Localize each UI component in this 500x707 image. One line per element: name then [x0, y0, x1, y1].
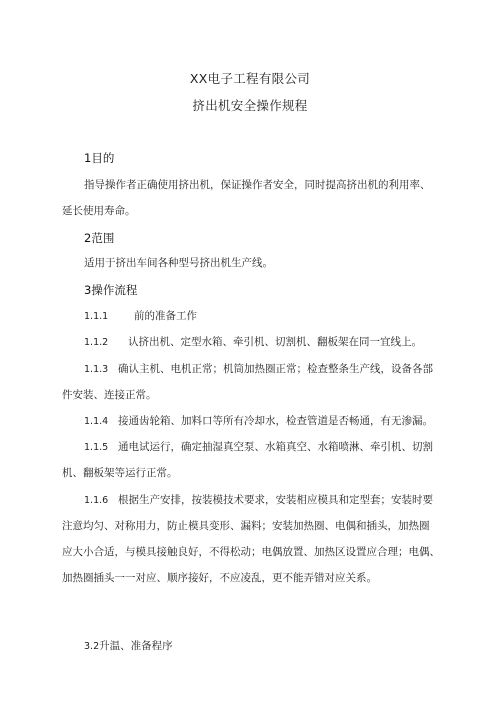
- item-number: 1.1.6: [84, 495, 109, 506]
- item-number: 1.1.4: [84, 416, 109, 427]
- process-item: [84, 487, 433, 514]
- section-heading-scope: 2范围: [84, 231, 115, 245]
- process-item: [84, 303, 197, 330]
- item-text: 认挤出机、定型水箱、牵引机、切割机、翻板架在同一宜线上。: [128, 336, 422, 348]
- document-title: 挤出机安全操作规程: [192, 98, 308, 113]
- section-heading-purpose: 1目的: [84, 151, 115, 165]
- item-text: 确认主机、电机正常；机筒加热圈正常；检查整条生产线，设备各部: [118, 363, 433, 375]
- item-number: 1.1.2: [84, 337, 109, 348]
- company-name: XX电子工程有限公司: [189, 71, 311, 86]
- purpose-text-line-1: 指导操作者正确使用挤出机，保证操作者安全，同时提高挤出机的利用率、: [84, 179, 431, 191]
- item-text-continuation: 应大小合适，与模具接触良好，不得松动；电偶放置、加热区设置应合理；电偶、: [62, 546, 440, 558]
- item-number: 1.1.3: [84, 364, 109, 375]
- item-text: 通电试运行，确定抽湿真空泵、水箱真空、水箱喷淋、牵引机、切割: [118, 441, 433, 453]
- purpose-text-line-2: 延长使用寿命。: [62, 205, 136, 217]
- section-heading-process: 3操作流程: [84, 283, 138, 297]
- item-number: 1.1.1: [84, 311, 109, 322]
- item-text: 接通齿轮箱、加料口等所有冷却水，检查管道是否畅通，有无渗漏。: [118, 415, 433, 427]
- item-text-continuation: 注意均匀、对称用力，防止模具变形、漏料；安装加热圈、电偶和插头，加热圈: [62, 520, 430, 532]
- process-item: [84, 329, 422, 356]
- process-item: [84, 356, 433, 383]
- item-text-continuation: 件安装、连接正常。: [62, 389, 157, 401]
- item-text: 根据生产安排，按装模技术要求，安装相应模具和定型套；安装时要: [118, 494, 433, 506]
- subsection-label: 升温、准备程序: [99, 640, 173, 652]
- scope-text-line-1: 适用于挤出车间各种型号挤出机生产线。: [84, 257, 273, 269]
- item-text-continuation: 加热圈插头一一对应、顺序接好，不应凌乱，更不能弄错对应关系。: [62, 572, 377, 584]
- item-text-continuation: 机、翻板架等运行正常。: [62, 467, 178, 479]
- subsection-heading: [84, 633, 173, 660]
- item-number: 1.1.5: [84, 442, 109, 453]
- subsection-number: 3.2: [84, 641, 100, 652]
- process-item: [84, 434, 433, 461]
- process-item: [84, 408, 433, 435]
- item-text: 前的准备工作: [134, 310, 197, 322]
